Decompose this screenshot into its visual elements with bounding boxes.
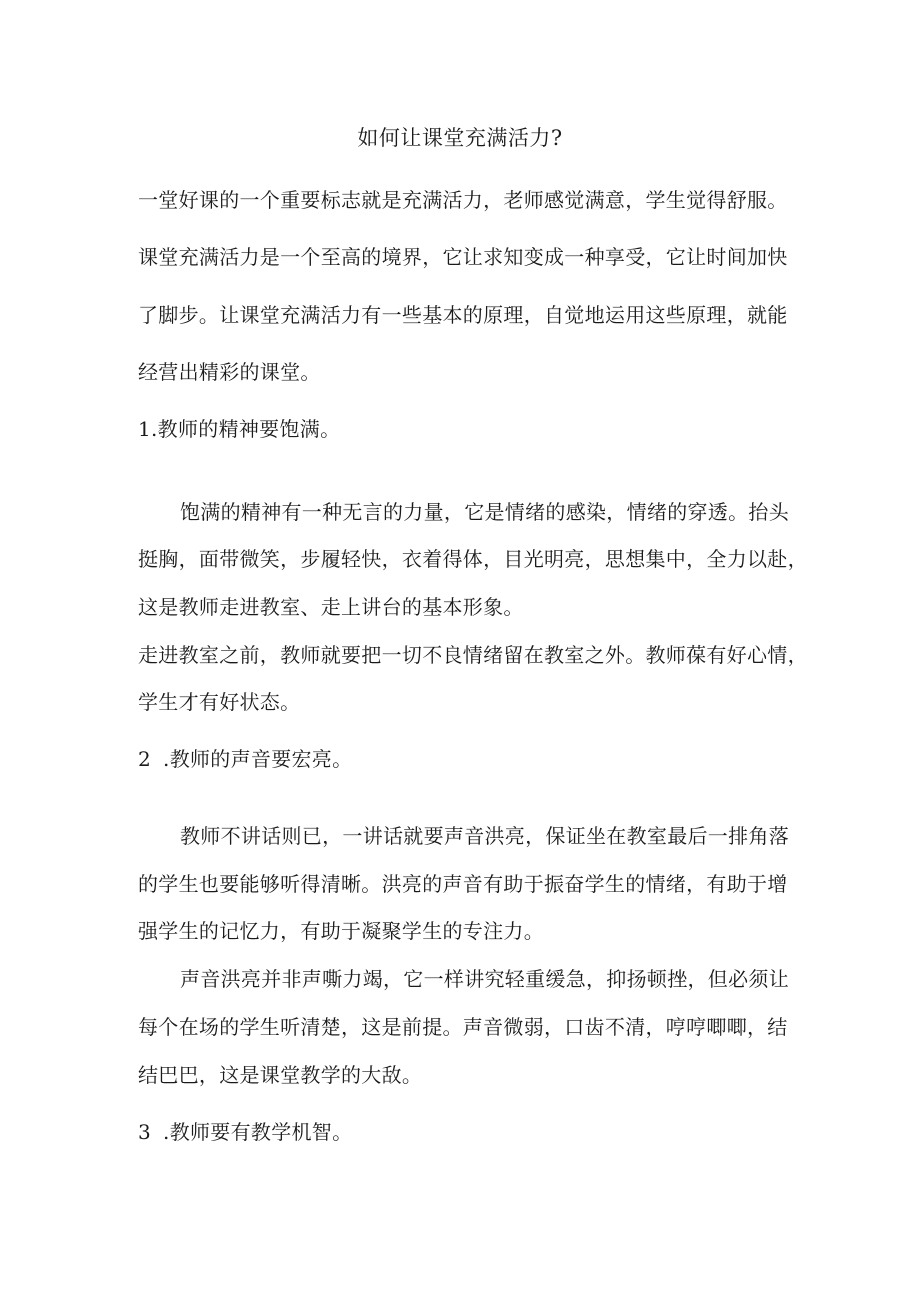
section-3-heading [138, 1118, 352, 1146]
section-2-paragraph-line: 结巴巴，这是课堂教学的大敌。 [138, 1063, 423, 1087]
section-2-number: 2 [138, 747, 152, 771]
section-1-paragraph-line: 这是教师走进教室、走上讲台的基本形象。 [138, 595, 524, 619]
section-3-number: 3 [138, 1120, 152, 1144]
section-2-paragraph-line: 教师不讲话则已，一讲话就要声音洪亮，保证坐在教室最后一排角落 [180, 824, 789, 848]
section-2-paragraph-line: 的学生也要能够听得清晰。洪亮的声音有助于振奋学生的情绪，有助于增 [138, 872, 788, 896]
section-2-heading [138, 745, 352, 773]
section-2-paragraph-line: 声音洪亮并非声嘶力竭，它一样讲究轻重缓急，抑扬顿挫，但必须让 [180, 967, 789, 991]
section-1-paragraph-line: 挺胸，面带微笑，步履轻快，衣着得体，目光明亮，思想集中，全力以赴， [138, 547, 808, 571]
intro-line: 一堂好课的一个重要标志就是充满活力，老师感觉满意，学生觉得舒服。 [138, 188, 788, 212]
document-title: 如何让课堂充满活力? [357, 126, 563, 150]
section-2-paragraph-line: 强学生的记忆力，有助于凝聚学生的专注力。 [138, 919, 544, 943]
intro-line: 了脚步。让课堂充满活力有一些基本的原理，自觉地运用这些原理，就能 [138, 303, 788, 327]
section-1-paragraph-line: 饱满的精神有一种无言的力量，它是情绪的感染，情绪的穿透。抬头 [180, 500, 789, 524]
section-1-paragraph-line: 学生才有好状态。 [138, 690, 301, 714]
section-1-heading: 1.教师的精神要饱满。 [138, 417, 341, 441]
section-3-heading-text: .教师要有教学机智。 [163, 1120, 353, 1144]
intro-line: 经营出精彩的课堂。 [138, 360, 321, 384]
section-2-heading-text: .教师的声音要宏亮。 [163, 747, 353, 771]
section-1-paragraph-line: 走进教室之前，教师就要把一切不良情绪留在教室之外。教师葆有好心情， [138, 643, 808, 667]
section-2-paragraph-line: 每个在场的学生听清楚，这是前提。声音微弱，口齿不清，哼哼唧唧，结 [138, 1015, 788, 1039]
intro-line: 课堂充满活力是一个至高的境界，它让求知变成一种享受，它让时间加快 [138, 245, 788, 269]
